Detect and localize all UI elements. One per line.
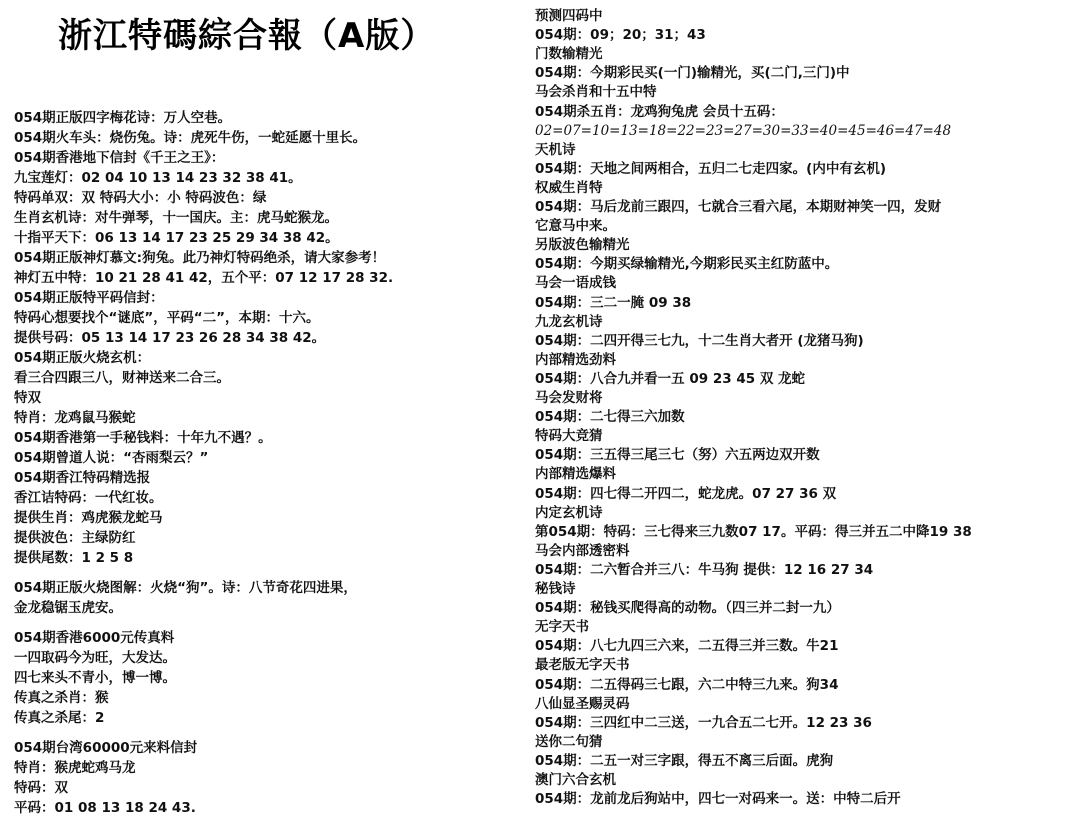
right-line: 054期：八七九四三六来，二五得三并三数。牛21 bbox=[535, 638, 839, 655]
right-line: 054期：八合九并看一五 09 23 45 双 龙蛇 bbox=[535, 370, 806, 387]
right-line: 内部精选劲料 bbox=[535, 351, 616, 368]
right-line: 马会杀肖和十五中特 bbox=[535, 84, 657, 101]
right-line: 054期：三五得三尾三七（努）六五两边双开数 bbox=[535, 447, 820, 464]
right-line: 无字天书 bbox=[535, 619, 589, 636]
left-line: 看三合四跟三八，财神送来二合三。 bbox=[14, 370, 230, 386]
left-line: 054期曾道人说：“杏雨梨云？” bbox=[14, 450, 209, 466]
left-line: 神灯五中特：10 21 28 41 42，五个平：07 12 17 28 32. bbox=[14, 270, 394, 286]
right-line: 它意马中来。 bbox=[535, 218, 616, 235]
right-line: 054期：马后龙前三跟四，七就合三看六尾，本期财神笑一四，发财 bbox=[535, 199, 942, 215]
left-line: 特双 bbox=[14, 390, 41, 406]
left-line: 054期香江特码精选报 bbox=[14, 470, 151, 486]
left-line: 特肖：龙鸡鼠马猴蛇 bbox=[14, 410, 136, 426]
left-line: 传真之杀肖：猴 bbox=[14, 690, 109, 706]
right-line: 054期：09；20；31；43 bbox=[535, 27, 706, 44]
right-line: 054期：二四开得三七九，十二生肖大者开 (龙猪马狗) bbox=[535, 332, 864, 349]
page-title: 浙江特碼綜合報（A版） bbox=[58, 16, 436, 56]
right-line: 第054期：特码：三七得来三九数07 17。平码：得三并五二中降19 38 bbox=[535, 523, 972, 540]
right-line: 054期：龙前龙后狗站中，四七一对码来一。送：中特二后开 bbox=[535, 791, 901, 808]
right-line: 内部精选爆料 bbox=[535, 466, 616, 483]
right-line: 权威生肖特 bbox=[535, 179, 603, 196]
left-line: 特码心想要找个“谜底”，平码“二”，本期：十六。 bbox=[14, 310, 320, 326]
right-line: 九龙玄机诗 bbox=[535, 313, 603, 330]
left-line: 提供生肖：鸡虎猴龙蛇马 bbox=[14, 510, 163, 526]
right-line: 特码大竞猜 bbox=[535, 428, 603, 445]
left-line: 提供号码：05 13 14 17 23 26 28 34 38 42。 bbox=[14, 330, 326, 346]
right-line: 054期：三二一腌 09 38 bbox=[535, 294, 692, 311]
left-line: 四七来头不青小，博一博。 bbox=[14, 670, 176, 686]
left-line: 一四取码今为旺，大发达。 bbox=[14, 650, 176, 666]
right-line: 054期：今期彩民买(一门)输精光，买(二门,三门)中 bbox=[535, 65, 850, 82]
left-line: 054期香港6000元传真料 bbox=[14, 630, 175, 646]
right-line: 054期：三四红中二三送，一九合五二七开。12 23 36 bbox=[535, 714, 872, 731]
left-line: 提供波色：主绿防红 bbox=[14, 530, 136, 546]
left-line: 九宝莲灯：02 04 10 13 14 23 32 38 41。 bbox=[14, 170, 302, 186]
right-line: 秘钱诗 bbox=[535, 581, 576, 597]
right-line: 预测四码中 bbox=[535, 8, 603, 24]
left-line: 054期正版四字梅花诗：万人空巷。 bbox=[14, 110, 232, 126]
left-line: 提供尾数：1 2 5 8 bbox=[14, 550, 134, 566]
right-line: 054期杀五肖：龙鸡狗兔虎 会员十五码： bbox=[535, 103, 784, 120]
right-line: 054期：秘钱买爬得高的动物。（四三并二封一九） bbox=[535, 600, 840, 617]
left-line: 金龙稳锯玉虎安。 bbox=[14, 600, 122, 616]
left-line: 平码：01 08 13 18 24 43. bbox=[14, 800, 196, 816]
left-line: 生肖玄机诗：对牛弹琴，十一国庆。主：虎马蛇猴龙。 bbox=[14, 210, 338, 226]
right-line: 天机诗 bbox=[535, 141, 576, 158]
right-line: 马会一语成钱 bbox=[535, 275, 616, 292]
right-line: 马会发财将 bbox=[535, 390, 603, 406]
right-line: 054期：二七得三六加数 bbox=[535, 409, 685, 426]
right-line: 八仙显圣赐灵码 bbox=[535, 695, 630, 712]
left-line: 054期台湾60000元来料信封 bbox=[14, 740, 198, 756]
left-line: 特肖：猴虎蛇鸡马龙 bbox=[14, 760, 136, 776]
right-line: 内定玄机诗 bbox=[535, 504, 603, 521]
right-line: 澳门六合玄机 bbox=[535, 772, 616, 788]
left-line: 054期香港第一手秘钱料：十年九不遇？。 bbox=[14, 430, 272, 446]
left-line: 054期正版火烧图解：火烧“狗”。诗：八节奇花四进果， bbox=[14, 580, 357, 596]
right-line: 054期：四七得二开四二，蛇龙虎。07 27 36 双 bbox=[535, 485, 837, 502]
left-line: 054期正版特平码信封： bbox=[14, 290, 164, 306]
right-line: 054期：天地之间两相合，五归二七走四家。(内中有玄机) bbox=[535, 160, 887, 177]
right-line: 最老版无字天书 bbox=[535, 657, 630, 674]
left-line: 054期火车头：烧伤兔。诗：虎死牛伤，一蛇延愿十里长。 bbox=[14, 130, 367, 146]
left-line: 054期香港地下信封《千王之王》： bbox=[14, 150, 225, 166]
right-line: 054期：今期买绿输精光,今期彩民买主红防蓝中。 bbox=[535, 256, 839, 273]
left-line: 传真之杀尾：2 bbox=[14, 710, 105, 726]
right-line: 送你二句猜 bbox=[535, 733, 603, 750]
right-line: 054期：二六暂合并三八：牛马狗 提供：12 16 27 34 bbox=[535, 561, 874, 578]
right-line: 马会内部透密料 bbox=[535, 542, 630, 559]
left-line: 十指平天下：06 13 14 17 23 25 29 34 38 42。 bbox=[14, 230, 339, 246]
right-line: 02=07=10=13=18=22=23=27=30=33=40=45=46=47=48 bbox=[535, 122, 952, 139]
left-line: 特码：双 bbox=[14, 780, 68, 796]
right-line: 另版波色输精光 bbox=[535, 237, 630, 254]
right-line: 门数输精光 bbox=[535, 46, 603, 63]
left-line: 054期正版火烧玄机： bbox=[14, 350, 151, 366]
left-line: 特码单双：双 特码大小：小 特码波色：绿 bbox=[14, 190, 267, 206]
right-line: 054期：二五得码三七跟，六二中特三九来。狗34 bbox=[535, 676, 839, 693]
right-line: 054期：二五一对三字跟，得五不离三后面。虎狗 bbox=[535, 752, 834, 769]
left-line: 054期正版神灯慕文:狗兔。此乃神灯特码绝杀，请大家参考！ bbox=[14, 250, 386, 266]
left-line: 香江诘特码：一代红妆。 bbox=[14, 490, 163, 506]
